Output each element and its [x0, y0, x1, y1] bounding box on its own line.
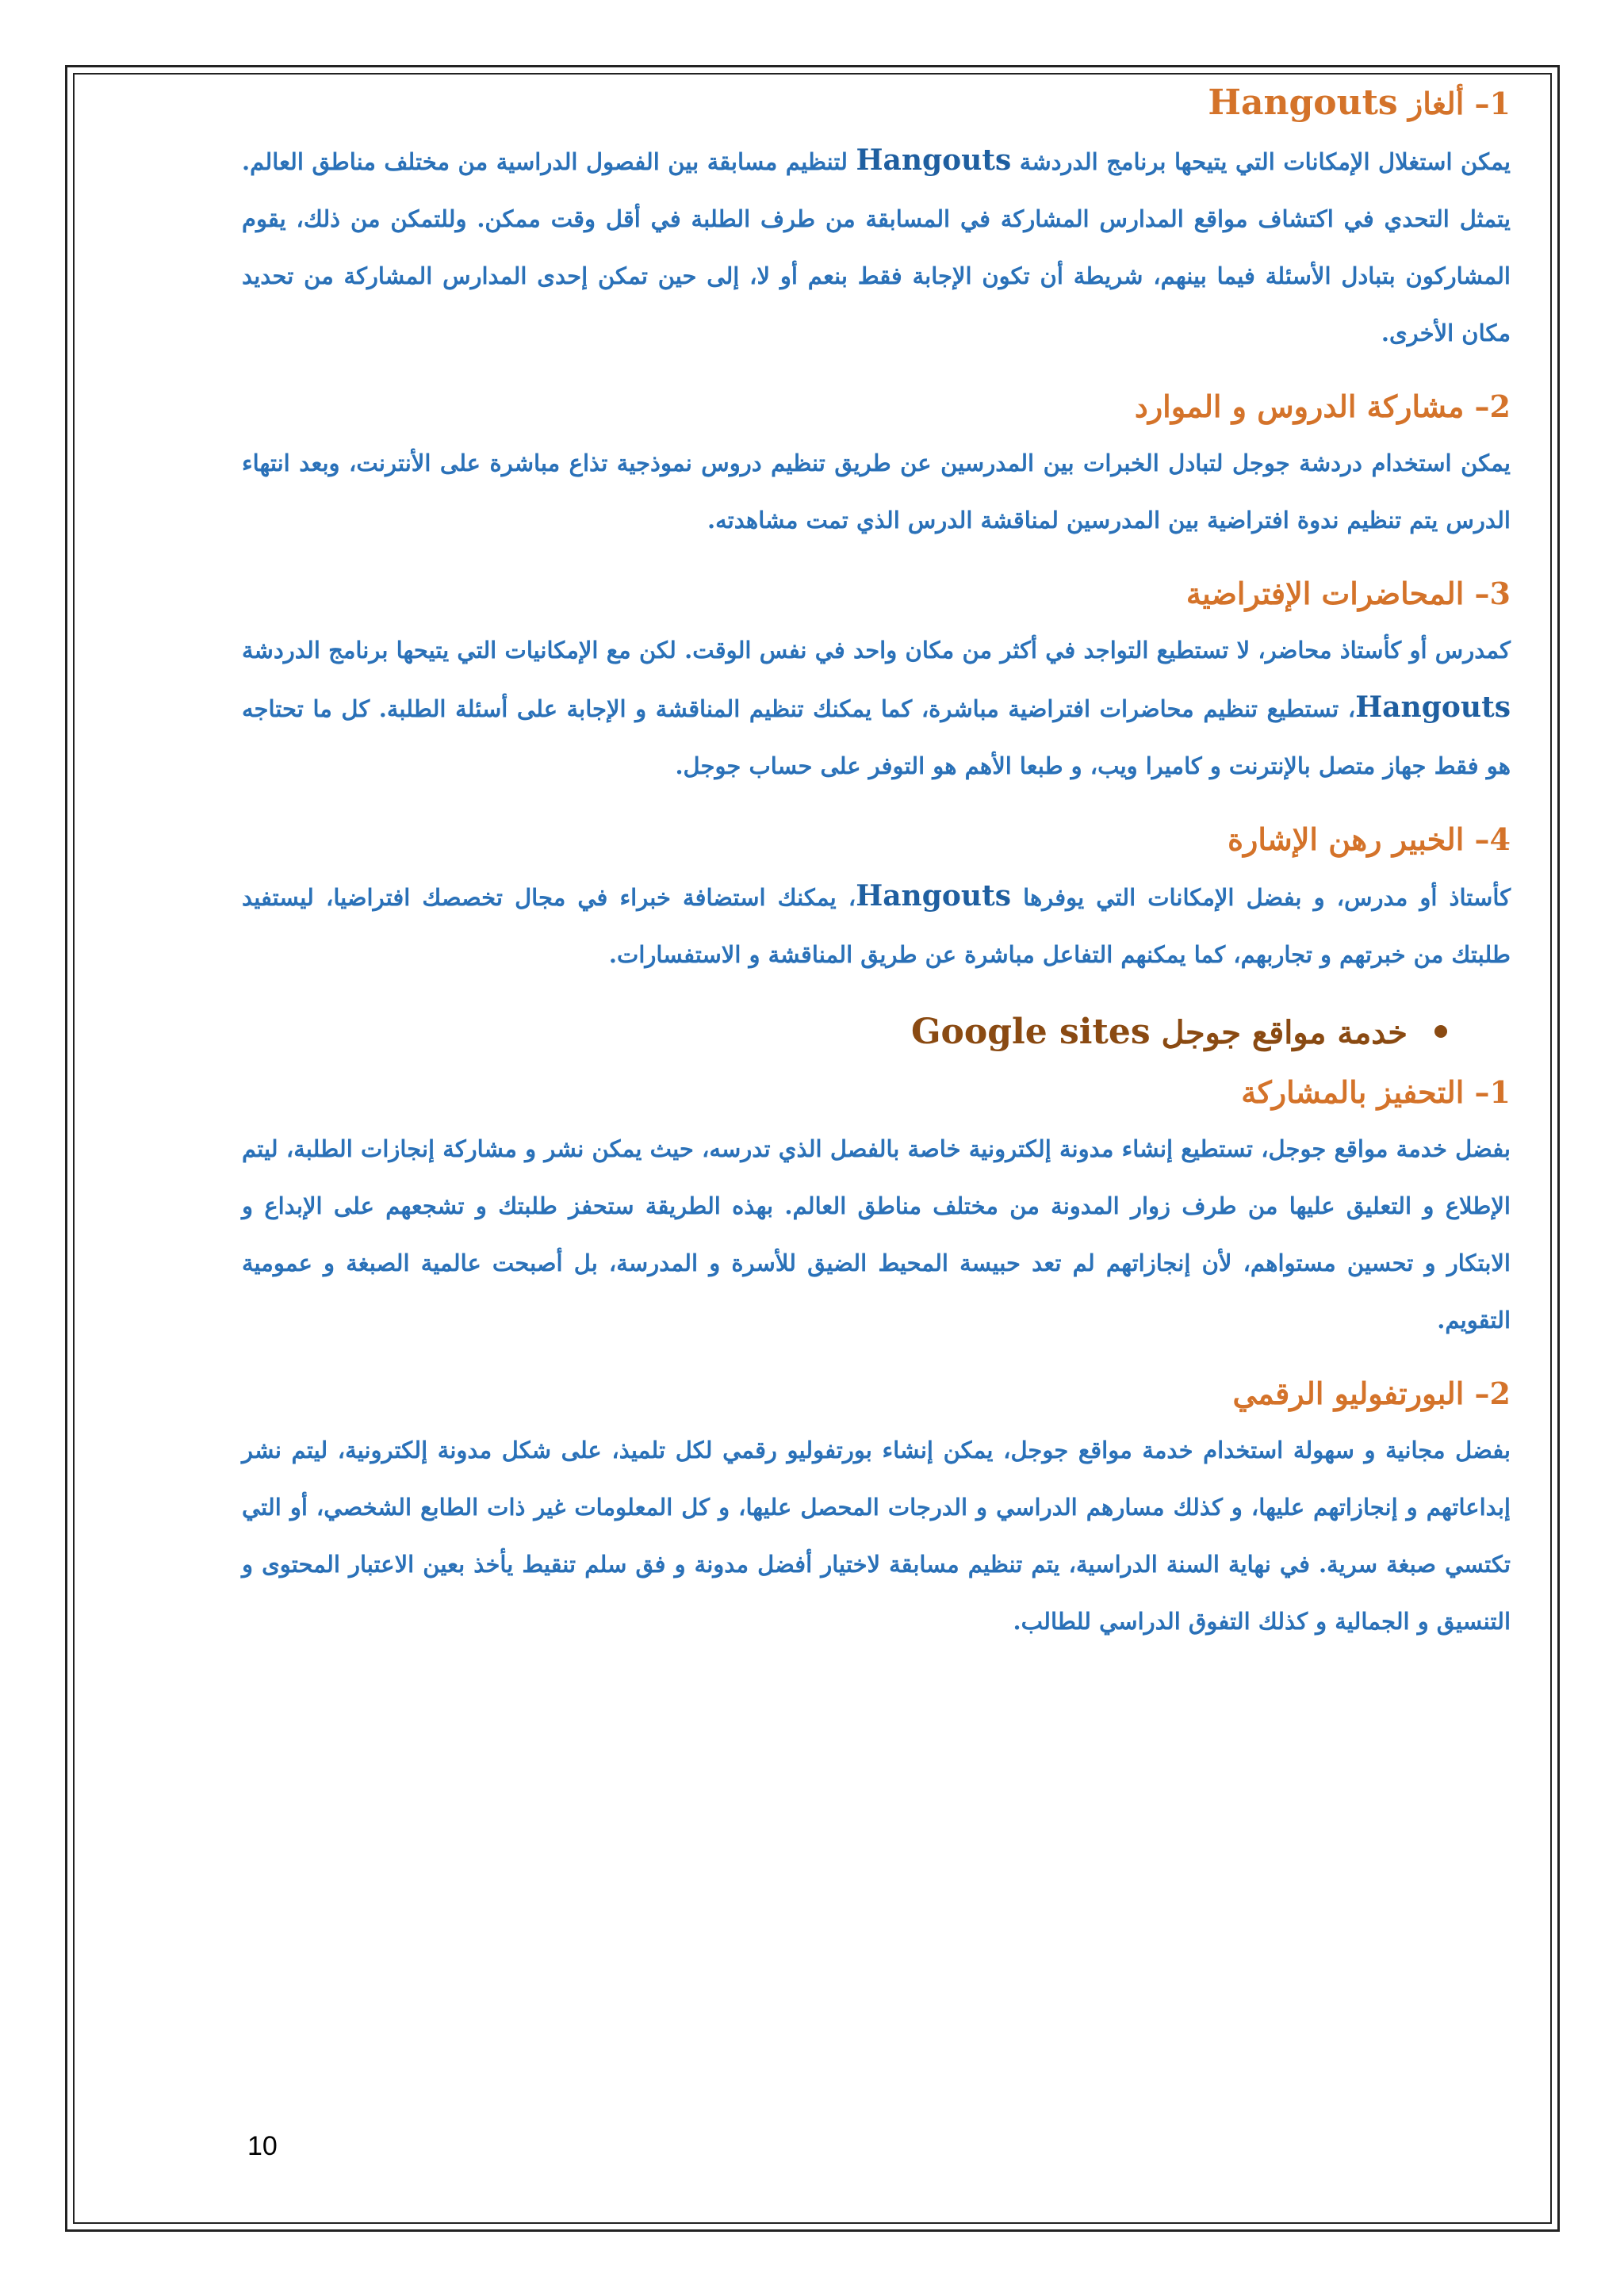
- section-heading-hangouts-puzzles: 1– ألغاز Hangouts: [1208, 82, 1511, 123]
- section-heading-motivation: 1– التحفيز بالمشاركة: [1241, 1074, 1511, 1110]
- bullet-heading-google-sites: خدمة مواقع جوجل Google sites: [242, 1001, 1511, 1065]
- section-paragraph-digital-portfolio: بفضل مجانية و سهولة استخدام خدمة مواقع جوجل، يمكن إنشاء بورتفوليو رقمي لكل تلميذ، على شكل مدونة إلكترونية، ليتم نشر إبداعاتهم و إنجازاتهم عليها، و كذلك مسارهم الدراسي و الدرجات المحصل عليها، و كل المعلومات غير ذات الطابع الشخصي، أو التي تكتسي صبغة سرية. في نهاية السنة الدراسية، يتم تنظيم مسابقة لاختيار أفضل مدونة و فق سلم تنقيط يأخذ بعين الاعتبار المحتوى و التنسيق و الجمالية و كذلك التفوق الدراسي للطالب.: [242, 1437, 1511, 1635]
- bullet-dot-icon: [1434, 1025, 1447, 1038]
- section-paragraph-hangouts-puzzles: يمكن استغلال الإمكانات التي يتيحها برنامج الدردشة Hangouts لتنظيم مسابقة بين الفصول الدراسية من مختلف مناطق العالم. يتمثل التحدي في اكتشاف مواقع المدارس المشاركة في المسابقة من طرف الطلبة في أقل وقت ممكن. وللتمكن من ذلك، يقوم المشاركون بتبادل الأسئلة فيما بينهم، شريطة أن تكون الإجابة فقط بنعم أو لا، إلى حين تمكن إحدى المدارس المشاركة من تحديد مكان الأخرى.: [242, 144, 1511, 346]
- section-paragraph-sharing-lessons: يمكن استخدام دردشة جوجل لتبادل الخبرات بين المدرسين عن طريق تنظيم دروس نموذجية تذاع مباشرة على الأنترنت، وبعد انتهاء الدرس يتم تنظيم ندوة افتراضية بين المدرسين لمناقشة الدرس الذي تمت مشاهدته.: [242, 450, 1511, 534]
- section-paragraph-motivation: بفضل خدمة مواقع جوجل، تستطيع إنشاء مدونة إلكترونية خاصة بالفصل الذي تدرسه، حيث يمكن نشر و مشاركة إنجازات الطلبة، ليتم الإطلاع و التعليق عليها من طرف زوار المدونة من مختلف مناطق العالم. بهذه الطريقة ستحفز طلبتك و تشجعهم على الإبداع و الابتكار و تحسين مستواهم، لأن إنجازاتهم لم تعد حبيسة المحيط الضيق للأسرة و المدرسة، بل أصبحت عالمية الصبغة و عمومية التقويم.: [242, 1135, 1511, 1334]
- section-heading-expert-on-call: 4– الخبير رهن الإشارة: [1228, 821, 1511, 857]
- section-paragraph-expert-on-call: كأستاذ أو مدرس، و بفضل الإمكانات التي يوفرها Hangouts، يمكنك استضافة خبراء في مجال تخصصك افتراضيا، ليستفيد طلبتك من خبرتهم و تجاربهم، كما يمكنهم التفاعل مباشرة عن طريق المناقشة و الاستفسارات.: [242, 879, 1511, 968]
- section-heading-digital-portfolio: 2– البورتفوليو الرقمي: [1232, 1376, 1511, 1411]
- page-number: 10: [247, 2131, 278, 2161]
- section-paragraph-virtual-lectures: كمدرس أو كأستاذ محاضر، لا تستطيع التواجد في أكثر من مكان واحد في نفس الوقت. لكن مع الإمكانيات التي يتيحها برنامج الدردشة Hangouts، تستطيع تنظيم محاضرات افتراضية مباشرة، كما يمكنك تنظيم المناقشة و الإجابة على أسئلة الطلبة. كل ما تحتاجه هو فقط جهاز متصل بالإنترنت و كاميرا ويب، و طبعا الأهم هو التوفر على حساب جوجل.: [242, 637, 1511, 779]
- section-heading-virtual-lectures: 3– المحاضرات الإفتراضية: [1185, 576, 1511, 611]
- section-heading-sharing-lessons: 2– مشاركة الدروس و الموارد: [1134, 388, 1511, 424]
- document-body: [242, 75, 1511, 1667]
